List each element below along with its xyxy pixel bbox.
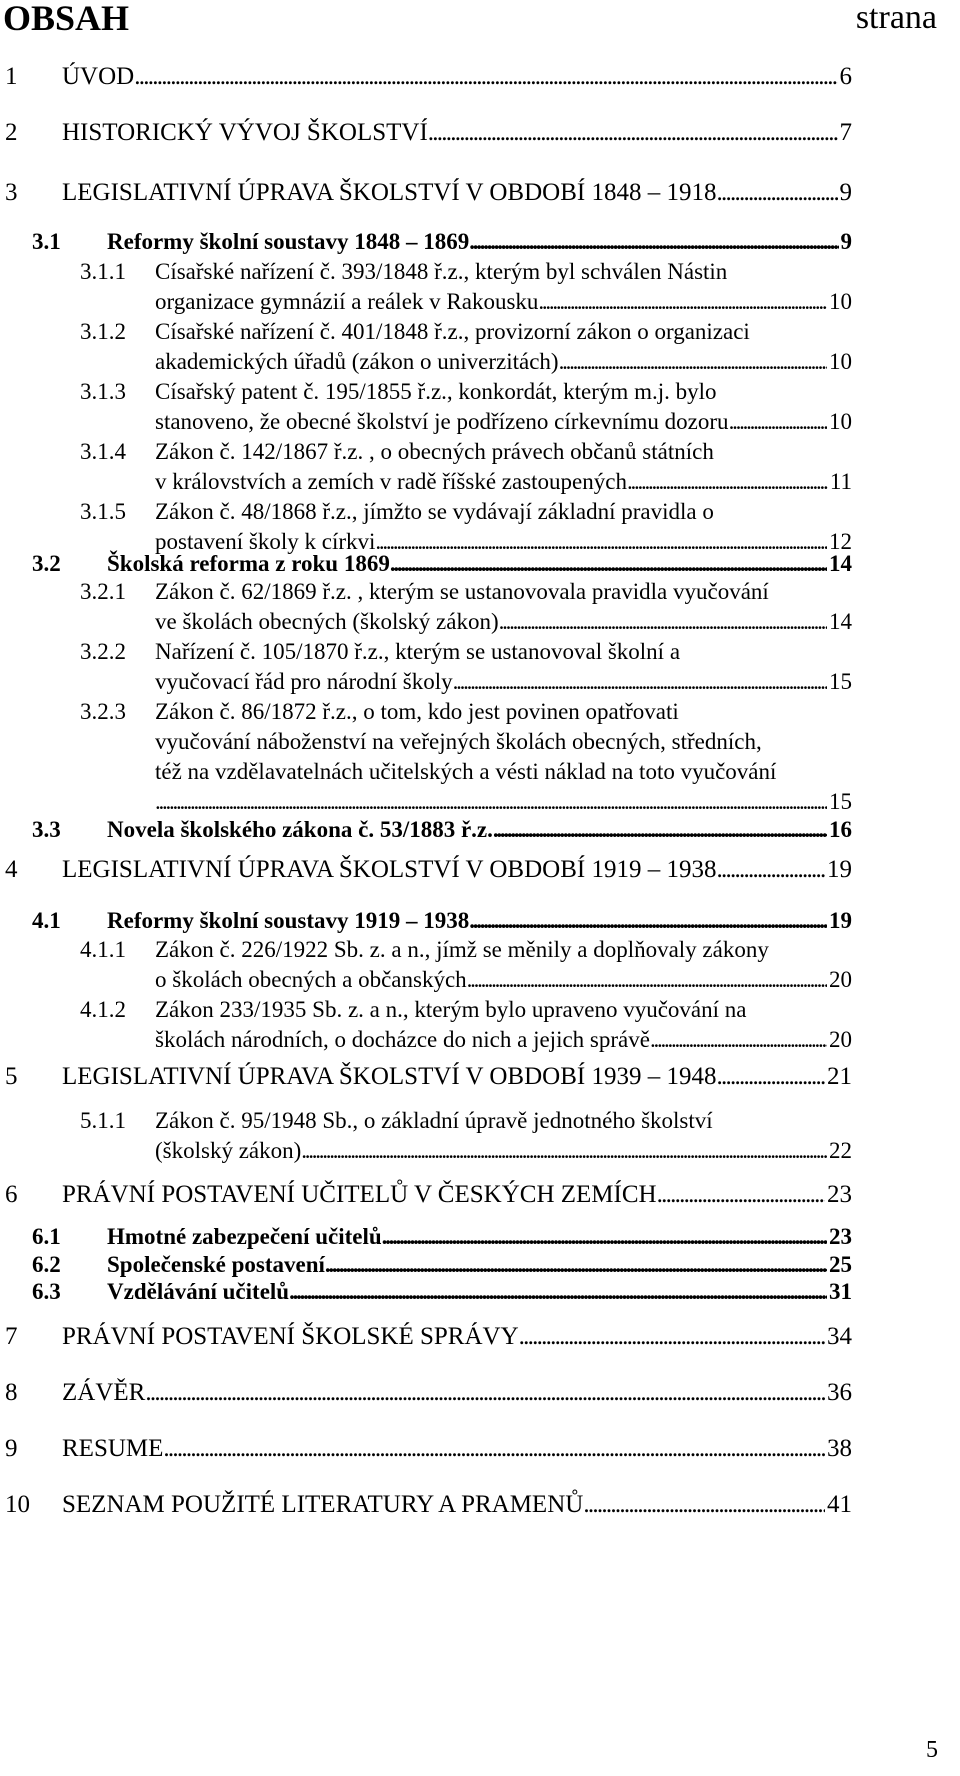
dot-leader	[301, 1136, 827, 1166]
toc-entry-title: LEGISLATIVNÍ ÚPRAVA ŠKOLSTVÍ V OBDOBÍ 1919 – 1938	[62, 856, 717, 883]
toc-entry-title: Reformy školní soustavy 1919 – 1938	[107, 908, 470, 933]
toc-entry-page: 21	[827, 1063, 852, 1090]
toc-entry-number: 3.1.3	[80, 379, 126, 404]
toc-entry-title: Nařízení č. 105/1870 ř.z., kterým se ustanovoval školní a	[155, 639, 681, 664]
dot-leader	[469, 227, 838, 257]
dot-leader	[325, 1250, 827, 1280]
dot-leader	[493, 815, 827, 845]
dot-leader	[469, 906, 827, 936]
toc-entry-page: 16	[829, 817, 852, 842]
toc-entry-title: PRÁVNÍ POSTAVENÍ ŠKOLSKÉ SPRÁVY	[62, 1323, 519, 1350]
toc-entry-title: Zákon č. 226/1922 Sb. z. a n., jímž se měnily a doplňovaly zákony	[155, 937, 769, 962]
toc-entry-title: Společenské postavení	[107, 1252, 325, 1277]
dot-leader	[163, 1434, 825, 1464]
dot-leader	[519, 1322, 825, 1352]
toc-entry-page: 34	[827, 1323, 852, 1350]
toc-entry-title: postavení školy k církvi	[155, 529, 376, 554]
toc-entry-page: 19	[829, 908, 852, 933]
dot-leader	[650, 1025, 827, 1055]
toc-entry-number: 3.1.1	[80, 259, 126, 284]
toc-entry-page: 6	[839, 63, 852, 90]
toc-entry-title: RESUME	[62, 1435, 164, 1462]
toc-entry-number: 9	[5, 1435, 18, 1462]
toc-entry-title: Školská reforma z roku 1869	[107, 551, 390, 576]
dot-leader	[627, 467, 828, 497]
toc-entry-title: vyučovací řád pro národní školy	[155, 669, 453, 694]
toc-entry-page: 15	[829, 669, 852, 694]
toc-entry-title: o školách obecných a občanských	[155, 967, 467, 992]
toc-entry-page: 11	[829, 469, 852, 494]
toc-entry-title: Novela školského zákona č. 53/1883 ř.z.	[107, 817, 493, 842]
toc-entry-title: organizace gymnázií a reálek v Rakousku	[155, 289, 539, 314]
toc-entry-page: 14	[829, 551, 852, 576]
toc-entry-number: 3.2.1	[80, 579, 126, 604]
toc-entry-number: 6.3	[32, 1279, 61, 1304]
toc-entry-number: 4	[5, 856, 18, 883]
dot-leader	[716, 1062, 825, 1092]
toc-entry-number: 2	[5, 119, 18, 146]
toc-entry-page: 19	[827, 856, 852, 883]
toc-entry-number: 10	[5, 1491, 30, 1518]
toc-entry-title: LEGISLATIVNÍ ÚPRAVA ŠKOLSTVÍ V OBDOBÍ 1848 – 1918	[62, 179, 717, 206]
toc-entry-title: Zákon č. 62/1869 ř.z. , kterým se ustanovovala pravidla vyučování	[155, 579, 769, 604]
toc-entry-title: Císařské nařízení č. 393/1848 ř.z., kterým byl schválen Nástin	[155, 259, 728, 284]
toc-entry-title: Zákon č. 48/1868 ř.z., jímžto se vydávají základní pravidla o	[155, 499, 714, 524]
toc-entry-number: 6.1	[32, 1224, 61, 1249]
dot-leader	[729, 407, 827, 437]
toc-entry-title: ve školách obecných (školský zákon)	[155, 609, 499, 634]
toc-entry-title: ÚVOD	[62, 63, 135, 90]
dot-leader	[428, 118, 838, 148]
toc-entry-page: 22	[829, 1138, 852, 1163]
toc-entry-title: Císařský patent č. 195/1855 ř.z., konkordát, kterým m.j. bylo	[155, 379, 717, 404]
dot-leader	[467, 965, 827, 995]
toc-entry-number: 4.1.1	[80, 937, 126, 962]
toc-entry-title: (školský zákon)	[155, 1138, 302, 1163]
toc-entry-number: 3.1.4	[80, 439, 126, 464]
toc-entry-number: 3.1.2	[80, 319, 126, 344]
toc-entry-title: LEGISLATIVNÍ ÚPRAVA ŠKOLSTVÍ V OBDOBÍ 1939 – 1948	[62, 1063, 717, 1090]
toc-entry-number: 3.2	[32, 551, 61, 576]
toc-entry-page: 15	[829, 789, 852, 814]
toc-entry-page: 9	[840, 229, 852, 254]
toc-entry-title: PRÁVNÍ POSTAVENÍ UČITELŮ V ČESKÝCH ZEMÍCH	[62, 1181, 657, 1208]
toc-entry-page: 36	[827, 1379, 852, 1406]
toc-entry-title: Vzdělávání učitelů	[107, 1279, 290, 1304]
toc-entry-number: 3.3	[32, 817, 61, 842]
toc-entry-number: 3.1	[32, 229, 61, 254]
toc-entry-title: Zákon č. 86/1872 ř.z., o tom, kdo jest povinen opatřovati	[155, 699, 679, 724]
dot-leader	[716, 178, 837, 208]
dot-leader	[382, 1222, 827, 1252]
toc-entry-page: 41	[827, 1491, 852, 1518]
dot-leader	[145, 1378, 825, 1408]
toc-entry-number: 4.1	[32, 908, 61, 933]
dot-leader	[134, 62, 837, 92]
dot-leader	[499, 607, 827, 637]
toc-entry-page: 12	[829, 529, 852, 554]
toc-entry-number: 1	[5, 63, 18, 90]
toc-entry-title: školách národních, o docházce do nich a jejich správě	[155, 1027, 650, 1052]
dot-leader	[155, 787, 827, 817]
toc-entry-page: 23	[827, 1181, 852, 1208]
toc-heading: OBSAH	[3, 0, 130, 38]
toc-entry-page: 7	[839, 119, 852, 146]
dot-leader	[390, 549, 827, 579]
toc-entry-number: 4.1.2	[80, 997, 126, 1022]
toc-entry-title: Hmotné zabezpečení učitelů	[107, 1224, 382, 1249]
toc-entry-page: 10	[829, 289, 852, 314]
footer-page-number: 5	[926, 1737, 938, 1763]
toc-entry-number: 5.1.1	[80, 1108, 126, 1133]
toc-entry-number: 6.2	[32, 1252, 61, 1277]
dot-leader	[583, 1490, 825, 1520]
toc-entry-page: 10	[829, 349, 852, 374]
toc-entry-page: 20	[829, 1027, 852, 1052]
toc-entry-number: 8	[5, 1379, 18, 1406]
toc-entry-title: akademických úřadů (zákon o univerzitách)	[155, 349, 559, 374]
toc-entry-number: 6	[5, 1181, 18, 1208]
toc-entry-page: 38	[827, 1435, 852, 1462]
dot-leader	[289, 1277, 827, 1307]
page-column-label: strana	[855, 0, 937, 36]
toc-entry-title: HISTORICKÝ VÝVOJ ŠKOLSTVÍ	[62, 119, 428, 146]
toc-entry-page: 14	[829, 609, 852, 634]
dot-leader	[657, 1180, 825, 1210]
toc-entry-title: Zákon 233/1935 Sb. z. a n., kterým bylo upraveno vyučování na	[155, 997, 747, 1022]
toc-entry-page: 9	[839, 179, 852, 206]
dot-leader	[538, 287, 827, 317]
toc-entry-title: v královstvích a zemích v radě říšské zastoupených	[155, 469, 627, 494]
toc-entry-title: též na vzdělavatelnách učitelských a vésti náklad na toto vyučování	[155, 759, 777, 784]
toc-entry-number: 5	[5, 1063, 18, 1090]
toc-entry-number: 3.1.5	[80, 499, 126, 524]
toc-entry-page: 25	[829, 1252, 852, 1277]
dot-leader	[453, 667, 827, 697]
toc-entry-page: 31	[829, 1279, 852, 1304]
toc-entry-number: 3.2.3	[80, 699, 126, 724]
toc-entry-title: ZÁVĚR	[62, 1379, 146, 1406]
dot-leader	[559, 347, 827, 377]
toc-entry-title: Císařské nařízení č. 401/1848 ř.z., provizorní zákon o organizaci	[155, 319, 750, 344]
toc-entry-number: 7	[5, 1323, 18, 1350]
toc-entry-title: SEZNAM POUŽITÉ LITERATURY A PRAMENŮ	[62, 1491, 584, 1518]
toc-entry-title: Zákon č. 95/1948 Sb., o základní úpravě jednotného školství	[155, 1108, 713, 1133]
toc-entry-number: 3.2.2	[80, 639, 126, 664]
toc-entry-title: Zákon č. 142/1867 ř.z. , o obecných právech občanů státních	[155, 439, 714, 464]
toc-entry-page: 10	[829, 409, 852, 434]
dot-leader	[716, 855, 825, 885]
toc-entry-title: Reformy školní soustavy 1848 – 1869	[107, 229, 470, 254]
toc-entry-number: 3	[5, 179, 18, 206]
toc-entry-page: 20	[829, 967, 852, 992]
toc-entry-title: vyučování náboženství na veřejných školách obecných, středních,	[155, 729, 762, 754]
toc-entry-page: 23	[829, 1224, 852, 1249]
toc-entry-title: stanoveno, že obecné školství je podřízeno církevnímu dozoru	[155, 409, 729, 434]
